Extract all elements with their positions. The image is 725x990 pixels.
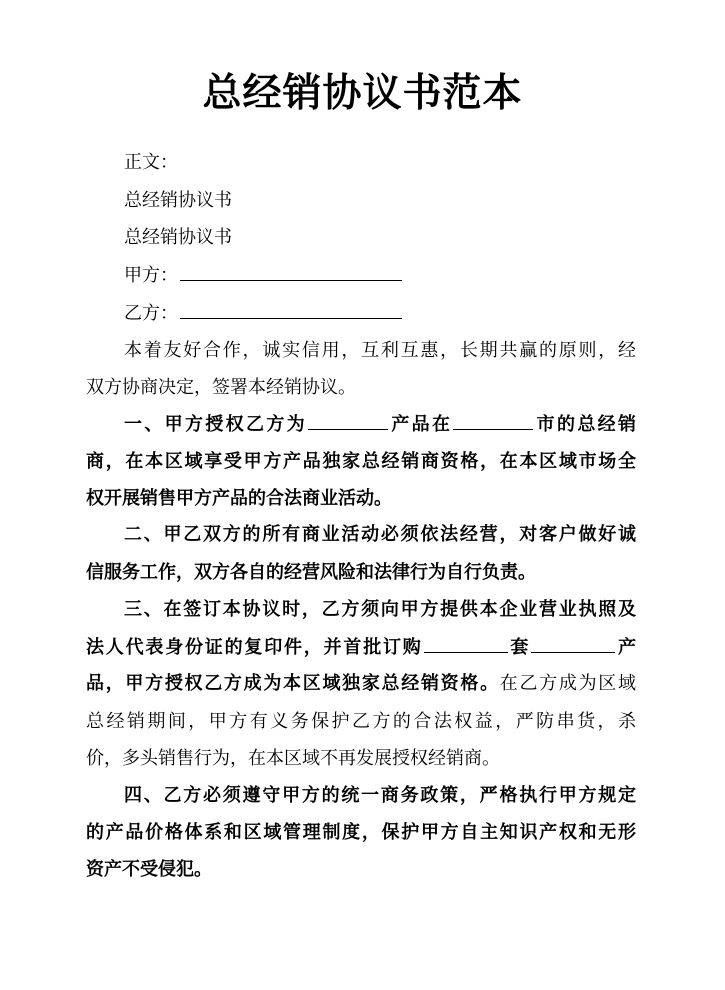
- clause-3-text-c: 产: [616, 637, 637, 658]
- clause-1-text-a: 一、甲方授权乙方为: [124, 414, 307, 435]
- product-blank: [308, 411, 388, 430]
- party-b-label: 乙方：: [124, 303, 178, 324]
- order-product-blank: [531, 634, 615, 653]
- clause-4-line-2: 的产品价格体系和区域管理制度，保护甲方自主知识产权和无形: [86, 822, 636, 843]
- party-b-blank: [180, 300, 402, 319]
- clause-3-text-b: 套: [508, 637, 531, 658]
- party-a-line: [124, 262, 636, 289]
- clause-3-line-4: 总经销期间，甲方有义务保护乙方的合法权益，严防串货，杀: [86, 711, 636, 732]
- clause-1-text-c: 市的总经销: [534, 414, 637, 435]
- clause-1-line-2: 商，在本区域享受甲方产品独家总经销商资格，在本区域市场全: [86, 451, 636, 472]
- body-line-1: 正文：: [124, 152, 178, 173]
- party-a-label: 甲方：: [124, 265, 178, 286]
- clause-2-line-1: 二、甲乙双方的所有商业活动必须依法经营，对客户做好诚: [124, 524, 636, 545]
- intro-line-2: 双方协商决定，签署本经销协议。: [86, 377, 356, 398]
- clause-1-text-b: 产品在: [389, 414, 453, 435]
- clause-3-line-2: [86, 634, 636, 661]
- clause-4-line-1: 四、乙方必须遵守甲方的统一商务政策，严格执行甲方规定: [124, 785, 636, 806]
- party-b-line: [124, 300, 636, 327]
- clause-4-line-3: 资产不受侵犯。: [86, 859, 212, 880]
- clause-3-line-1: 三、在签订本协议时，乙方须向甲方提供本企业营业执照及: [124, 599, 636, 620]
- party-a-blank: [180, 262, 402, 281]
- clause-3-text-a: 法人代表身份证的复印件，并首批订购: [86, 637, 423, 658]
- clause-3-text-e: 在乙方成为区域: [499, 673, 637, 694]
- quantity-blank: [424, 634, 508, 653]
- body-line-2: 总经销协议书: [124, 190, 232, 211]
- clause-1-line-3: 权开展销售甲方产品的合法商业活动。: [86, 488, 392, 509]
- city-blank: [453, 411, 533, 430]
- document-title: 总经销协议书范本: [202, 71, 523, 116]
- body-line-3: 总经销协议书: [124, 227, 232, 248]
- clause-1-line-1: [124, 411, 636, 438]
- clause-2-line-2: 信服务工作，双方各自的经营风险和法律行为自行负责。: [86, 562, 536, 583]
- intro-line-1: 本着友好合作，诚实信用，互利互惠，长期共赢的原则，经: [124, 340, 636, 361]
- clause-3-line-5: 价，多头销售行为，在本区域不再发展授权经销商。: [86, 748, 500, 769]
- clause-3-text-d: 品，甲方授权乙方成为本区域独家总经销资格。: [86, 673, 500, 694]
- clause-3-line-3: [86, 671, 636, 697]
